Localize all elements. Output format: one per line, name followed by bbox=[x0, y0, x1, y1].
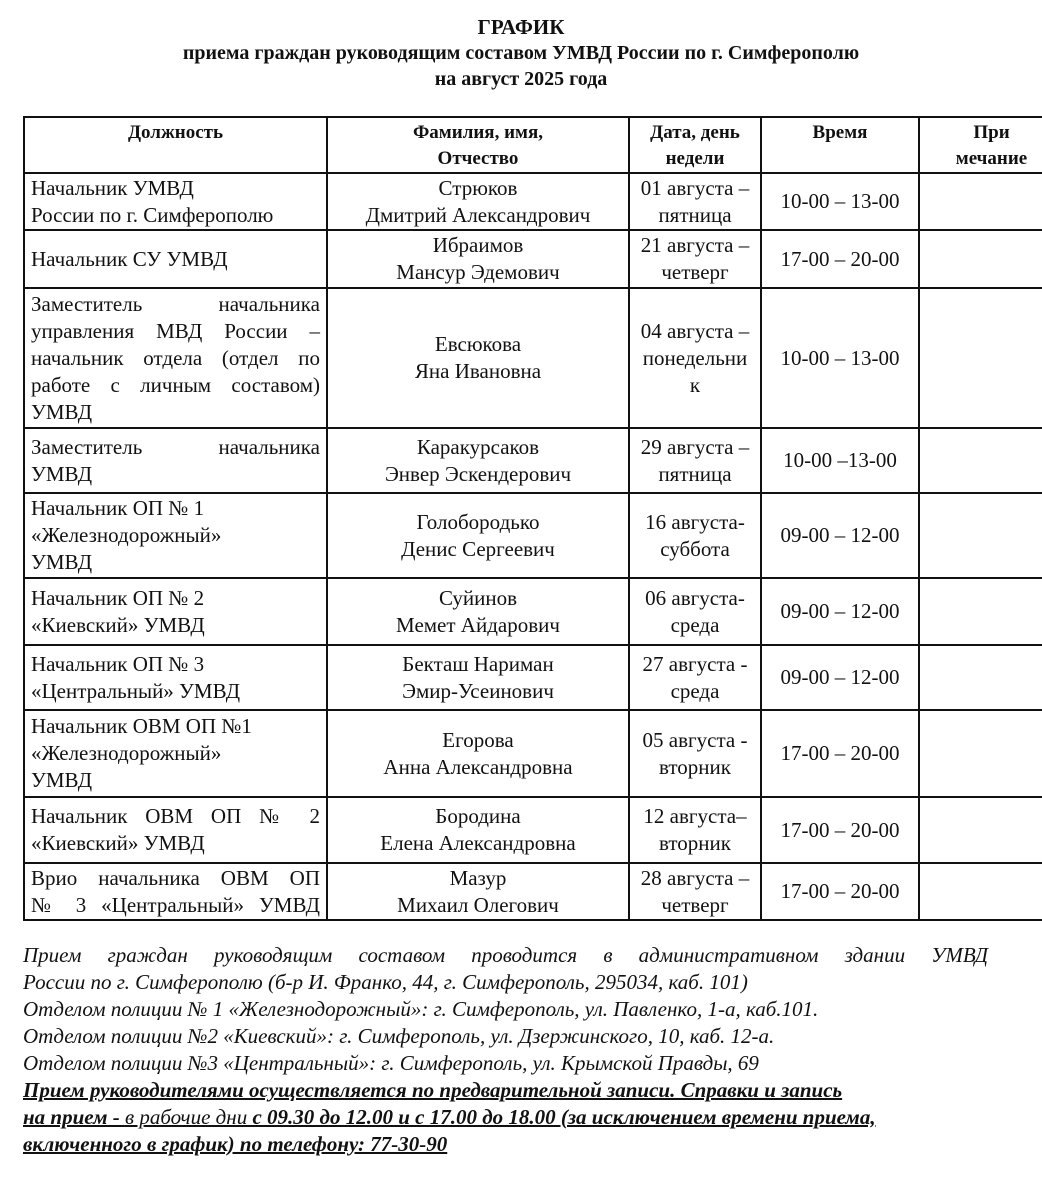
cell-date: 27 августа - среда bbox=[629, 645, 761, 710]
cell-name: Голобородько Денис Сергеевич bbox=[327, 493, 629, 578]
table-row bbox=[24, 645, 1042, 710]
column-header-name: Фамилия, имя, Отчество bbox=[327, 117, 629, 173]
table-row bbox=[24, 493, 1042, 578]
cell-position: Начальник ОП № 3 «Центральный» УМВД bbox=[24, 645, 327, 710]
appointment-info-line1: Прием руководителями осуществляется по предварительной записи. Справки и запись bbox=[23, 1078, 843, 1102]
cell-time: 10-00 –13-00 bbox=[761, 428, 919, 493]
cell-time: 17-00 – 20-00 bbox=[761, 230, 919, 288]
cell-time: 10-00 – 13-00 bbox=[761, 173, 919, 230]
cell-name: Евсюкова Яна Ивановна bbox=[327, 288, 629, 428]
note-line: Отделом полиции №2 «Киевский»: г. Симферополь, ул. Дзержинского, 10, каб. 12-а. bbox=[23, 1024, 775, 1048]
cell-time: 09-00 – 12-00 bbox=[761, 493, 919, 578]
cell-name: Бородина Елена Александровна bbox=[327, 797, 629, 863]
appointment-phone-line: включенного в график) по телефону: 77-30-90 bbox=[23, 1132, 448, 1156]
cell-position: Врио начальника ОВМ ОП № 3 «Центральный» УМВД bbox=[24, 863, 327, 920]
table-row bbox=[24, 288, 1042, 428]
cell-time: 09-00 – 12-00 bbox=[761, 645, 919, 710]
cell-position: Начальник ОВМ ОП № 2 «Киевский» УМВД bbox=[24, 797, 327, 863]
cell-date: 05 августа - вторник bbox=[629, 710, 761, 797]
reception-notes bbox=[23, 942, 988, 1158]
cell-note bbox=[919, 288, 1042, 428]
note-line: Отделом полиции № 1 «Железнодорожный»: г. Симферополь, ул. Павленко, 1-а, каб.101. bbox=[23, 997, 819, 1021]
document-title: ГРАФИК bbox=[477, 15, 565, 39]
cell-date: 12 августа– вторник bbox=[629, 797, 761, 863]
cell-note bbox=[919, 578, 1042, 645]
cell-position: Начальник УМВД России по г. Симферополю bbox=[24, 173, 327, 230]
table-row bbox=[24, 863, 1042, 920]
cell-time: 17-00 – 20-00 bbox=[761, 863, 919, 920]
column-header-time: Время bbox=[761, 117, 919, 173]
note-line: Отделом полиции №3 «Центральный»: г. Симферополь, ул. Крымской Правды, 69 bbox=[23, 1051, 759, 1075]
cell-position: Начальник ОП № 1 «Железнодорожный» УМВД bbox=[24, 493, 327, 578]
document-subtitle-line1: приема граждан руководящим составом УМВД России по г. Симферополю bbox=[182, 42, 860, 64]
table-row bbox=[24, 710, 1042, 797]
column-header-note: При мечание bbox=[919, 117, 1042, 173]
cell-position: Начальник ОП № 2 «Киевский» УМВД bbox=[24, 578, 327, 645]
note-line: России по г. Симферополю (б-р И. Франко, 44, г. Симферополь, 295034, каб. 101) bbox=[23, 970, 748, 994]
cell-date: 16 августа- суббота bbox=[629, 493, 761, 578]
cell-name: Суйинов Мемет Айдарович bbox=[327, 578, 629, 645]
document-header bbox=[0, 14, 1042, 92]
cell-date: 06 августа- среда bbox=[629, 578, 761, 645]
note-line: Прием граждан руководящим составом проводится в административном здании УМВД bbox=[23, 943, 988, 967]
cell-name: Егорова Анна Александровна bbox=[327, 710, 629, 797]
cell-date: 21 августа – четверг bbox=[629, 230, 761, 288]
cell-note bbox=[919, 173, 1042, 230]
cell-time: 17-00 – 20-00 bbox=[761, 710, 919, 797]
column-header-position: Должность bbox=[24, 117, 327, 173]
cell-note bbox=[919, 428, 1042, 493]
table-row bbox=[24, 173, 1042, 230]
cell-date: 29 августа – пятница bbox=[629, 428, 761, 493]
table-row bbox=[24, 578, 1042, 645]
cell-position: Заместитель начальника управления МВД России – начальник отдела (отдел по работе с личным составом) УМВД bbox=[24, 288, 327, 428]
cell-time: 09-00 – 12-00 bbox=[761, 578, 919, 645]
cell-position: Начальник СУ УМВД bbox=[24, 230, 327, 288]
cell-time: 10-00 – 13-00 bbox=[761, 288, 919, 428]
table-row bbox=[24, 230, 1042, 288]
cell-note bbox=[919, 645, 1042, 710]
cell-position: Начальник ОВМ ОП №1 «Железнодорожный» УМВД bbox=[24, 710, 327, 797]
column-header-date: Дата, день недели bbox=[629, 117, 761, 173]
cell-note bbox=[919, 863, 1042, 920]
cell-date: 01 августа – пятница bbox=[629, 173, 761, 230]
cell-name: Ибраимов Мансур Эдемович bbox=[327, 230, 629, 288]
table-header-row bbox=[24, 117, 1042, 173]
cell-note bbox=[919, 493, 1042, 578]
table-row bbox=[24, 428, 1042, 493]
cell-name: Каракурсаков Энвер Эскендерович bbox=[327, 428, 629, 493]
cell-position: Заместитель начальника УМВД bbox=[24, 428, 327, 493]
cell-date: 28 августа – четверг bbox=[629, 863, 761, 920]
table-row bbox=[24, 797, 1042, 863]
cell-note bbox=[919, 230, 1042, 288]
cell-name: Стрюков Дмитрий Александрович bbox=[327, 173, 629, 230]
document-subtitle-line2: на август 2025 года bbox=[434, 68, 608, 90]
cell-time: 17-00 – 20-00 bbox=[761, 797, 919, 863]
cell-note bbox=[919, 710, 1042, 797]
cell-name: Бекташ Нариман Эмир-Усеинович bbox=[327, 645, 629, 710]
appointment-info-line2: на прием - в рабочие дни с 09.30 до 12.00 и с 17.00 до 18.00 (за исключением времени приема, bbox=[23, 1105, 876, 1129]
cell-name: Мазур Михаил Олегович bbox=[327, 863, 629, 920]
schedule-table bbox=[23, 116, 1042, 921]
cell-date: 04 августа – понедельни к bbox=[629, 288, 761, 428]
cell-note bbox=[919, 797, 1042, 863]
